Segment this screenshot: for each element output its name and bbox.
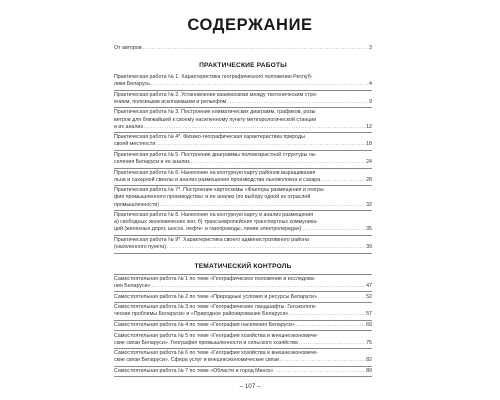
section-heading-practical: ПРАКТИЧЕСКИЕ РАБОТЫ <box>199 62 287 70</box>
leader-dots <box>289 311 365 318</box>
leader-dots <box>321 177 365 184</box>
toc-entry <box>114 330 372 348</box>
toc-entry-text: лики Беларусь <box>114 81 150 88</box>
toc-entry-line: Практическая работа № 4*. Физико-географическая характеристика природы <box>114 134 305 141</box>
toc-page-number: 12 <box>366 123 372 130</box>
leader-dots <box>151 81 368 88</box>
toc-entry <box>114 108 372 133</box>
toc-entry <box>114 348 372 366</box>
toc-entry-line: Практическая работа № 3. Построение климатических диаграмм, графиков, розы <box>114 109 316 116</box>
toc-page-number: 28 <box>366 176 372 183</box>
toc-entry-text: Самостоятельная работа № 2 по теме «Природные условия и ресурсы Беларуси» <box>114 293 318 300</box>
leader-dots <box>160 202 365 209</box>
toc-entry-text: Самостоятельная работа № 4 по теме «География населения Беларуси» <box>114 322 295 329</box>
toc-entry <box>114 366 372 378</box>
leader-dots <box>152 283 366 290</box>
toc-entry-text: ций (железных дорог, шоссе, нефте- и газопроводы, линии электропередач) <box>114 226 302 233</box>
practical-works-list <box>114 73 372 253</box>
leader-dots <box>302 226 365 233</box>
leader-dots <box>299 340 365 347</box>
toc-entry-line: Самостоятельная работа № 6 по теме «География хозяйства и внешнеэкономиче- <box>114 350 319 357</box>
section-heading-thematic: ТЕМАТИЧЕСКИЙ КОНТРОЛЬ <box>194 262 292 270</box>
leader-dots <box>143 45 368 52</box>
toc-page-number: 32 <box>366 201 372 208</box>
toc-entry <box>114 169 372 187</box>
leader-dots <box>191 159 365 166</box>
toc-entry-line: Практическая работа № 2. Установление взаимосвязи между тектоническим стро- <box>114 91 318 98</box>
toc-entry-text: ские связи Беларуси». География промышленности и сельского хозяйства <box>114 339 298 346</box>
toc-entry <box>114 133 372 151</box>
toc-page-number: 75 <box>366 339 372 346</box>
toc-entry-text: ением, полезными ископаемыми и рельефом <box>114 98 227 105</box>
toc-entry-text: От авторов <box>114 45 142 51</box>
toc-page-number: 24 <box>366 159 372 166</box>
leader-dots <box>167 244 365 251</box>
toc-entry <box>114 186 372 211</box>
toc-entry-text: Самостоятельная работа № 7 по теме «Области и город Минск» <box>114 368 274 374</box>
toc-entry-text: и их анализ <box>114 123 143 130</box>
toc-entry-line: ветров для ближайшей к своему населенному пункту метеорологической станции <box>114 116 317 123</box>
toc-entry-line: Самостоятельная работа № 1 по теме «Географическое положение и исследова- <box>114 276 316 283</box>
toc-entry-line: Самостоятельная работа № 5 по теме «География хозяйства и внешнеэкономиче- <box>114 332 319 339</box>
toc-entry <box>114 320 372 331</box>
toc-entry <box>114 91 372 109</box>
toc-page-number: 47 <box>366 283 372 290</box>
toc-page-number: 39 <box>366 243 372 250</box>
toc-entry <box>114 236 372 254</box>
page-title: СОДЕРЖАНИЕ <box>187 16 313 34</box>
leader-dots <box>227 99 368 106</box>
toc-entry-text: ские связи Беларуси». Сфера услуг и внешнеэкономические связи <box>114 357 280 364</box>
toc-entry-text: селения Беларуси и ее анализ <box>114 159 190 166</box>
toc-page-number: 3 <box>369 45 372 51</box>
toc-entry-intro <box>114 45 372 53</box>
leader-dots <box>144 124 365 131</box>
thematic-control-list <box>114 274 372 378</box>
toc-page-number: 18 <box>366 141 372 148</box>
toc-entry-text: ческие проблемы Беларуси» и «Природное районирование Беларуси» <box>114 311 289 318</box>
toc-page-number: 57 <box>366 311 372 318</box>
toc-entry-line: Практическая работа № 1. Характеристика географического положения Респуб- <box>114 74 313 81</box>
page-number: – 107 – <box>239 383 261 390</box>
toc-entry-text: (населенного пункта) <box>114 243 167 250</box>
toc-entry-line: фия промышленного производства» и ее анализ (по выбору одной из отраслей <box>114 194 311 201</box>
toc-entry-line: а) свободных экономических зон; б) трансъевропейских транспортных коммуника- <box>114 219 318 226</box>
leader-dots <box>280 357 365 364</box>
toc-entry <box>114 291 372 302</box>
toc-entry-line: Практическая работа № 5. Построение диаграммы половозрастной структуры на- <box>114 151 317 158</box>
leader-dots <box>296 322 365 329</box>
toc-entry-line: Практическая работа № 9*. Характеристика своего административного района <box>114 236 309 243</box>
toc-page-number: 69 <box>366 322 372 329</box>
toc-entry <box>114 274 372 292</box>
toc-page-number: 89 <box>366 368 372 374</box>
toc-entry-text: промышленности) <box>114 201 160 208</box>
toc-entry <box>114 73 372 91</box>
toc-entry-text: льна и сахарной свеклы и анализ размещения производства льноволокна и сахара <box>114 176 321 183</box>
table-of-contents <box>114 45 372 377</box>
toc-entry-text: своей местности <box>114 141 156 148</box>
toc-entry-line: Практическая работа № 7*. Построение картосхемы «Факторы размещения и геогра- <box>114 187 325 194</box>
toc-entry-line: Самостоятельная работа № 3 по теме «Географические ландшафты. Геоэкологи- <box>114 304 317 311</box>
leader-dots <box>318 294 365 301</box>
leader-dots <box>156 141 365 148</box>
toc-page-number: 52 <box>366 293 372 300</box>
toc-page-number: 35 <box>366 226 372 233</box>
toc-entry-line: Практическая работа № 8. Нанесение на контурную карту и анализ размещения <box>114 212 314 219</box>
toc-entry <box>114 151 372 169</box>
toc-page-number: 9 <box>369 98 372 105</box>
toc-entry <box>114 302 372 320</box>
toc-page-number: 4 <box>369 81 372 88</box>
toc-entry-text: ния Беларуси» <box>114 283 151 290</box>
leader-dots <box>274 368 365 375</box>
toc-entry <box>114 211 372 236</box>
toc-page-number: 82 <box>366 357 372 364</box>
toc-entry-line: Практическая работа № 6. Нанесение на контурную карту районов выращивания <box>114 169 316 176</box>
